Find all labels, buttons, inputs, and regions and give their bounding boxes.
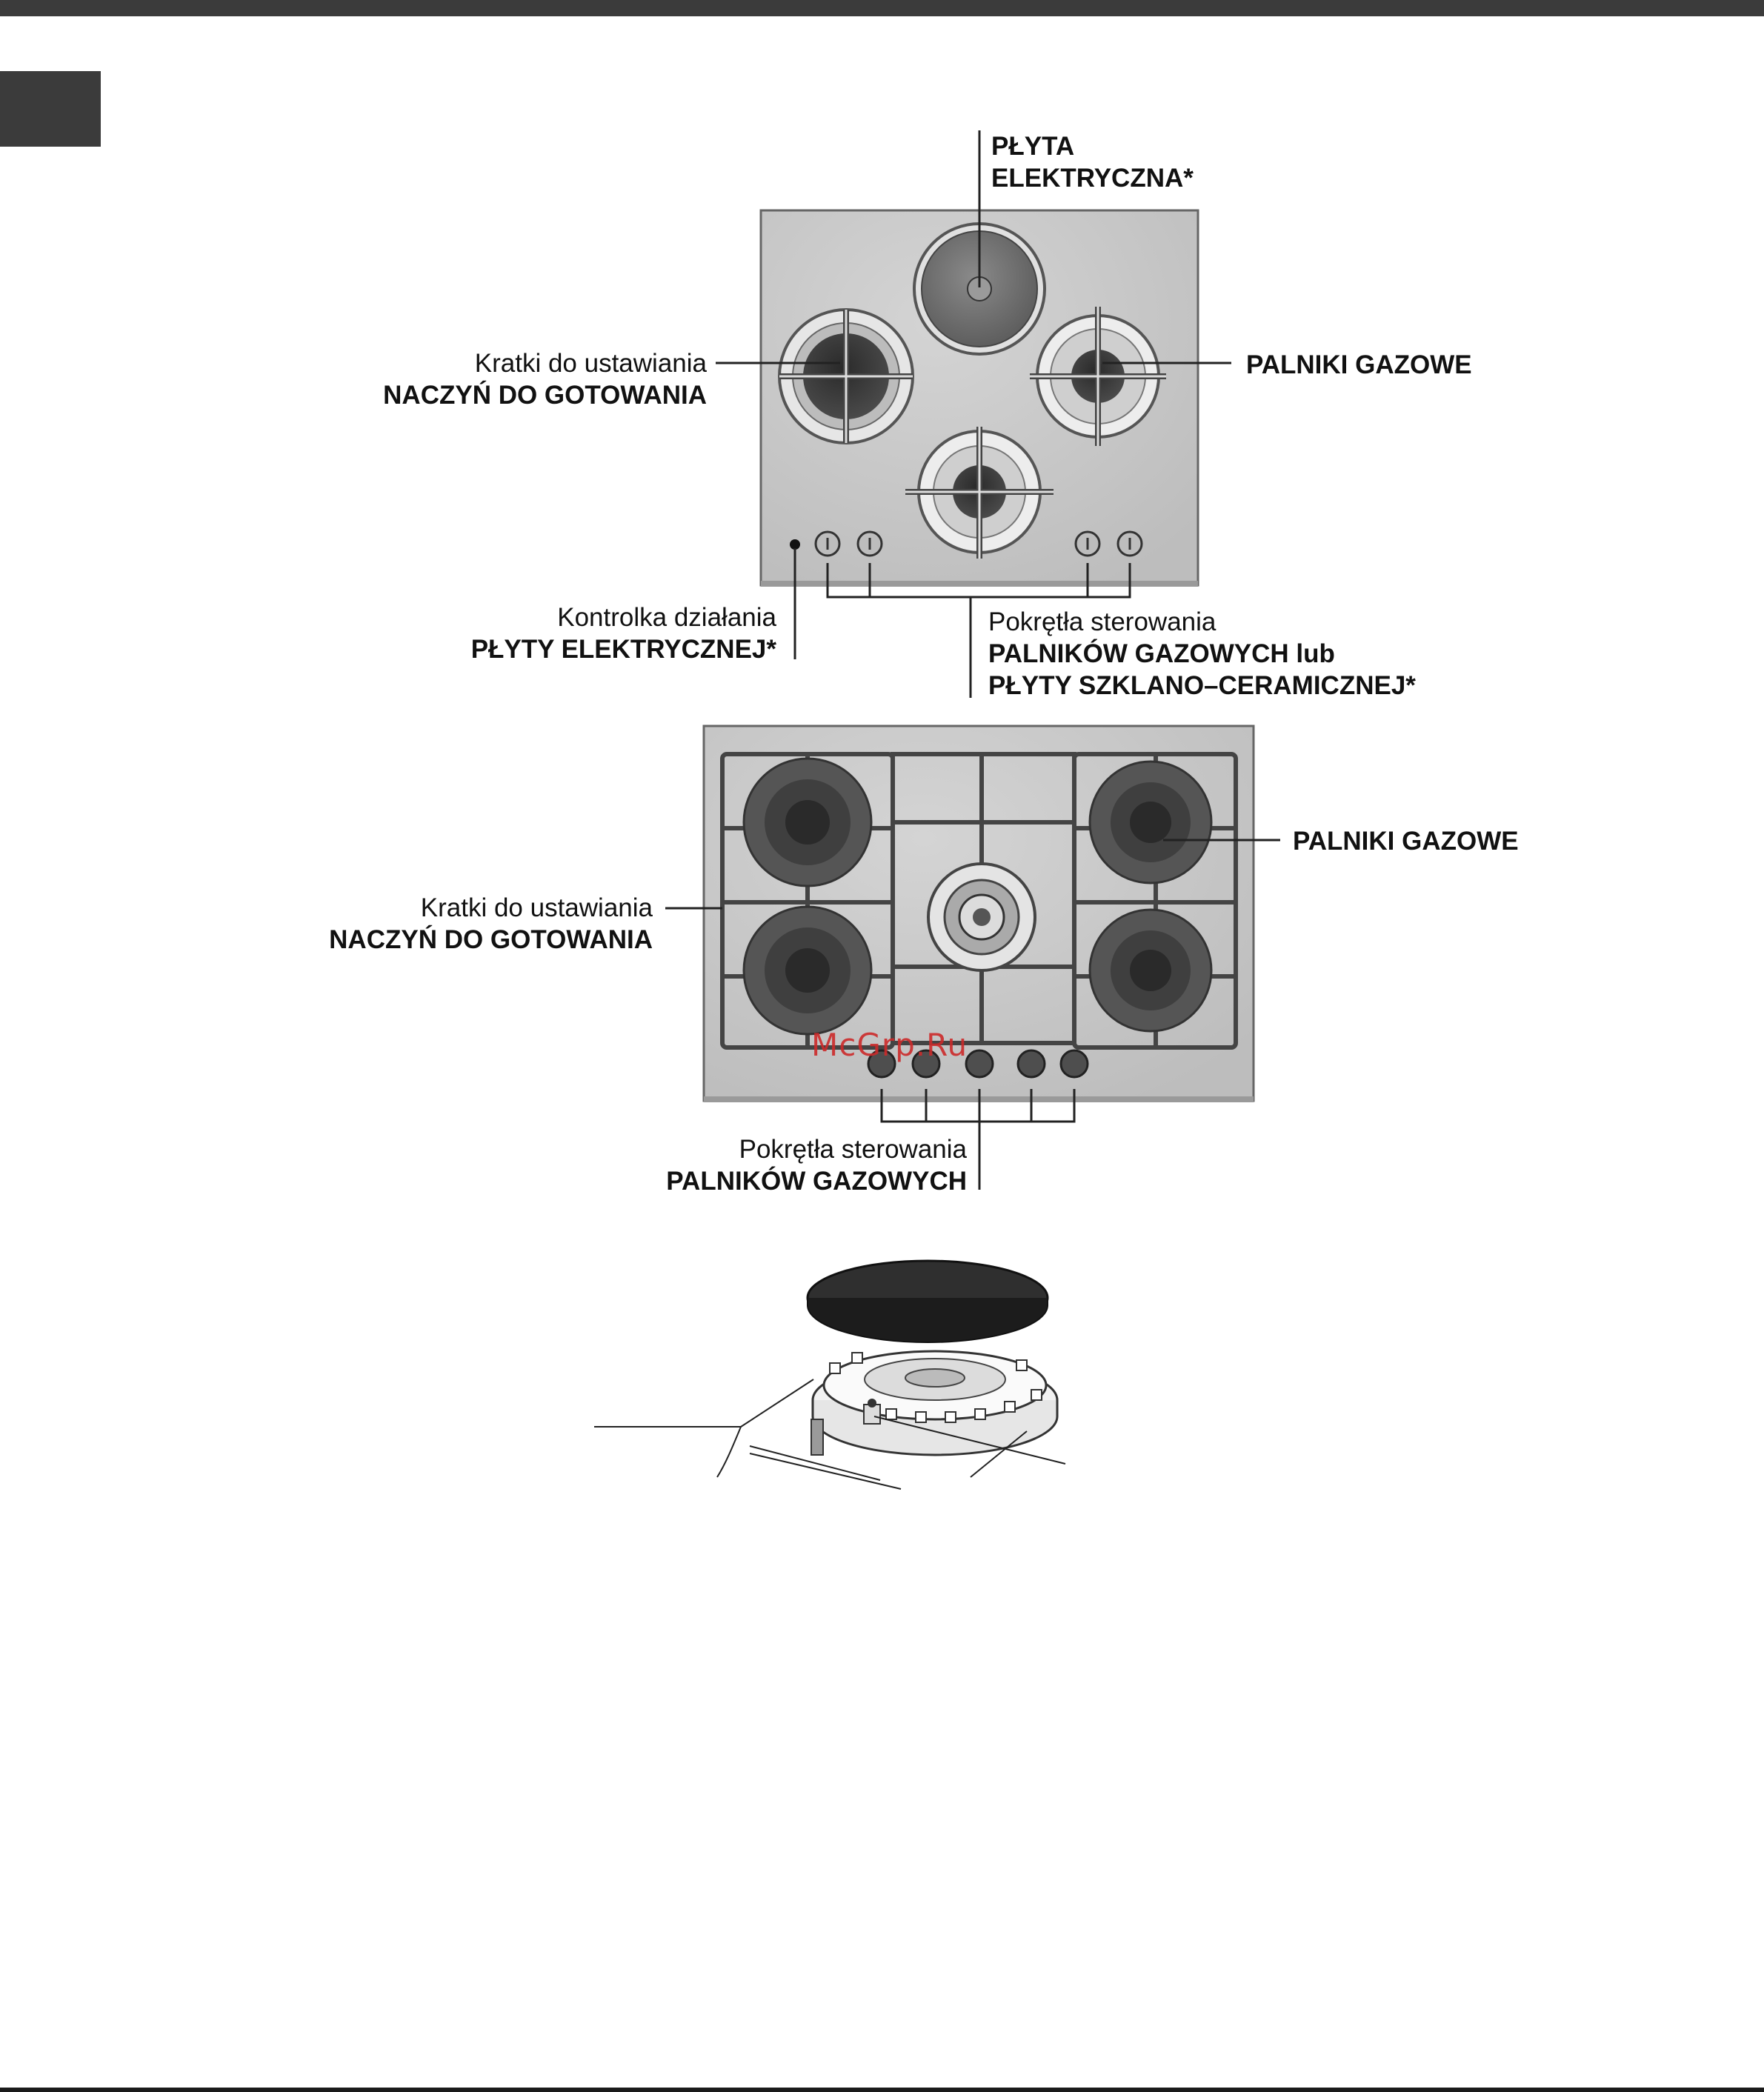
label-gas-burners-1: PALNIKI GAZOWE: [1246, 350, 1472, 379]
label-electric-plate: [991, 130, 1194, 194]
label-knobs-2-line2: PALNIKÓW GAZOWYCH: [666, 1167, 967, 1196]
label-indicator-line1: Kontrolka działania: [557, 603, 776, 632]
label-electric-plate-line1: PŁYTA: [991, 132, 1075, 161]
label-knobs-1-line1: Pokrętła sterowania: [988, 607, 1217, 636]
label-grids-1-line1: Kratki do ustawiania: [474, 349, 707, 378]
label-grids-2-line2: NACZYŃ DO GOTOWANIA: [329, 925, 653, 954]
label-electric-plate-line2: ELEKTRYCZNA*: [991, 164, 1194, 193]
label-grids-1-line2: NACZYŃ DO GOTOWANIA: [383, 381, 707, 410]
label-knobs-1-line2: PALNIKÓW GAZOWYCH lub: [988, 639, 1335, 668]
label-knobs-2-line1: Pokrętła sterowania: [739, 1135, 967, 1164]
label-grids-2: [329, 892, 653, 956]
burner-2-bottom-right: [1090, 910, 1211, 1031]
label-gas-burners-2: PALNIKI GAZOWE: [1293, 827, 1519, 856]
burner-2-top-left: [744, 759, 871, 886]
burner-left: [779, 310, 913, 443]
label-grids-2-line1: Kratki do ustawiania: [420, 893, 653, 922]
label-knobs-2: [666, 1133, 967, 1197]
label-knobs-1: [988, 606, 1416, 702]
label-indicator: [471, 602, 776, 665]
burner-2-top-right: [1090, 762, 1211, 883]
label-knobs-1-line3: PŁYTY SZKLANO–CERAMICZNEJ*: [988, 671, 1416, 700]
watermark: McGrp.Ru: [811, 1027, 968, 1063]
label-indicator-line2: PŁYTY ELEKTRYCZNEJ*: [470, 635, 776, 664]
burner-2-center: [928, 864, 1035, 970]
label-grids-1: [383, 347, 707, 411]
indicator-light: [790, 539, 800, 550]
burner-2-bottom-left: [744, 907, 871, 1034]
hob-5-burner: [704, 726, 1254, 1102]
burner-detail: [808, 1261, 1057, 1455]
